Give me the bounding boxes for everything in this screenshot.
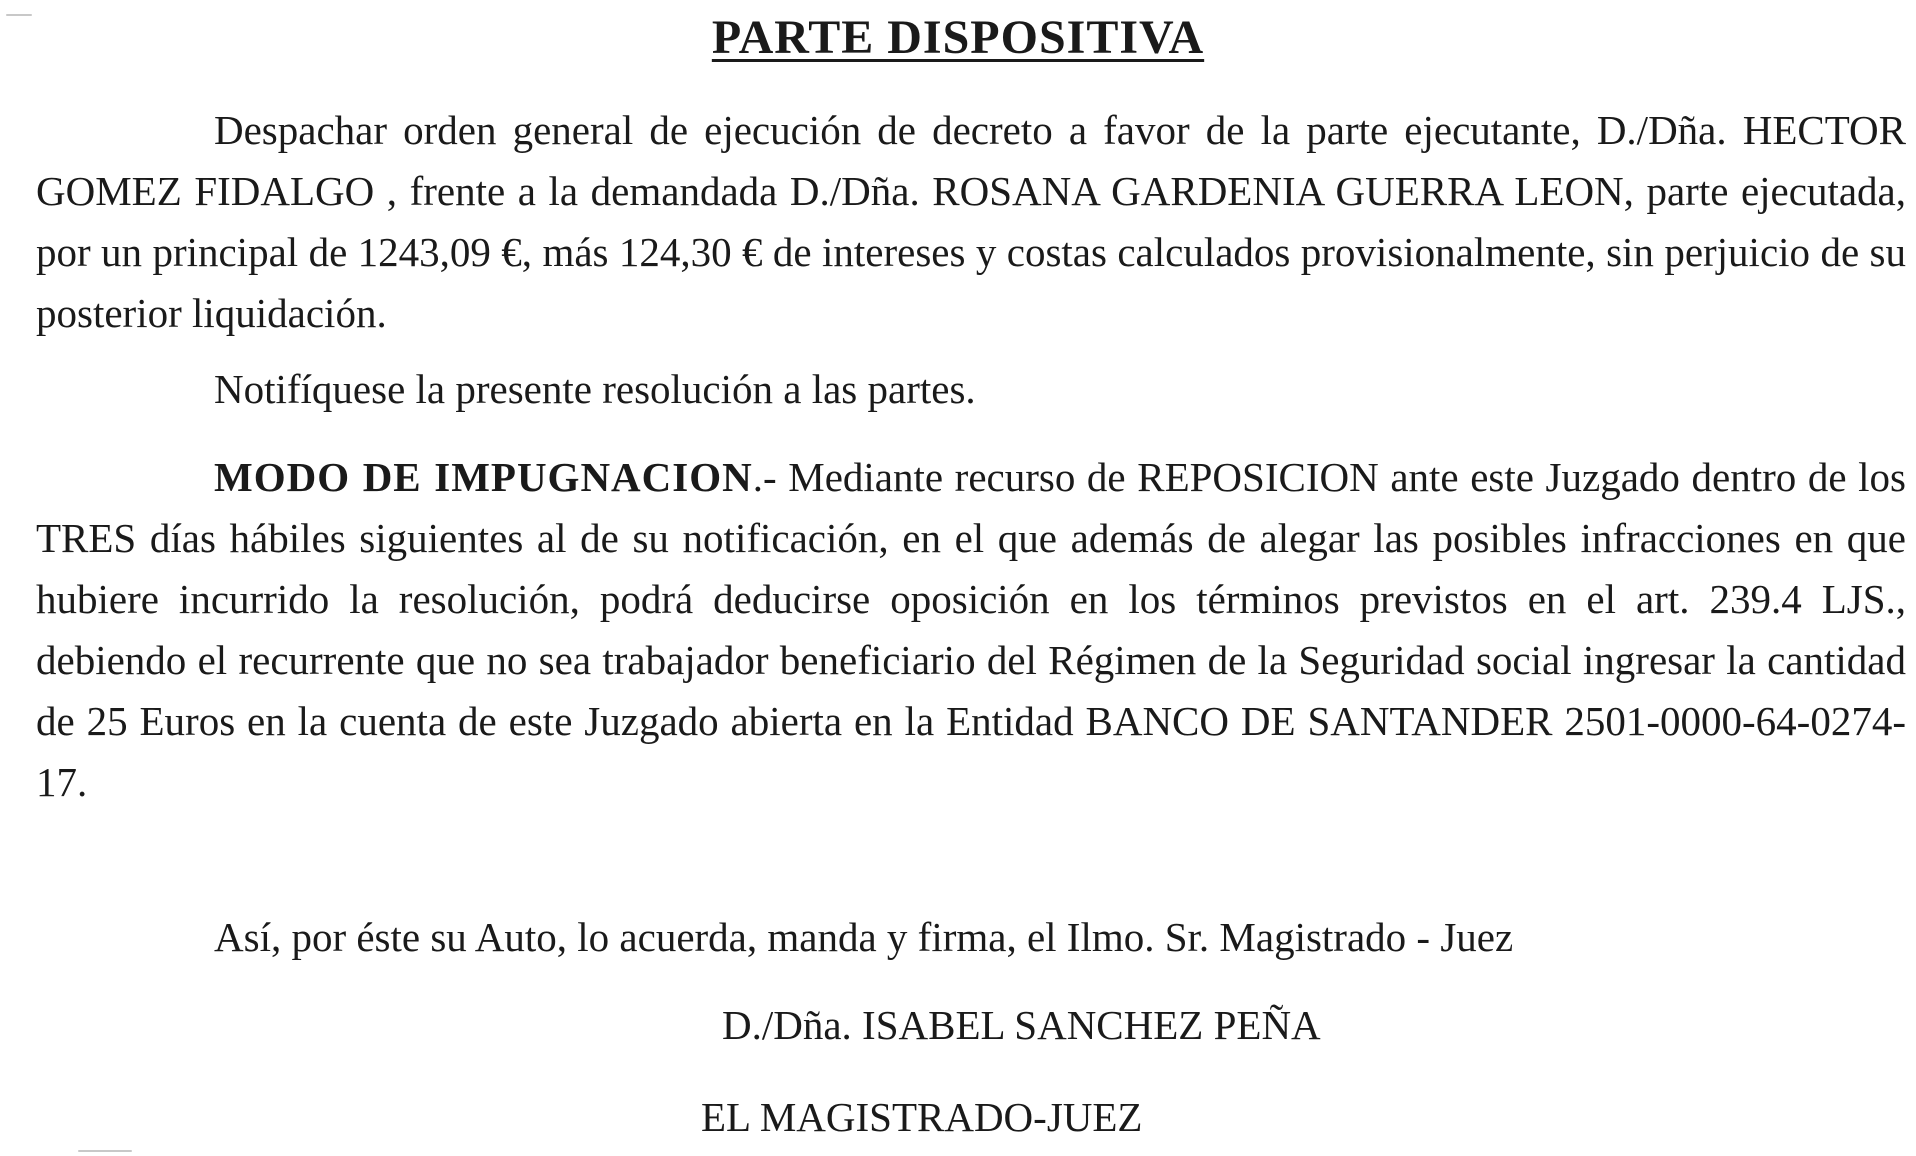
scan-artifact-bottom xyxy=(78,1150,132,1152)
signatory-name: D./Dña. ISABEL SANCHEZ PEÑA xyxy=(722,1002,1321,1048)
impugnacion-heading: MODO DE IMPUGNACION xyxy=(214,454,753,500)
paragraph-modo-impugnacion xyxy=(36,447,1906,813)
paragraph-notificacion: Notifíquese la presente resolución a las partes. xyxy=(214,366,976,412)
closing-formula: Así, por éste su Auto, lo acuerda, manda y firma, el Ilmo. Sr. Magistrado - Juez xyxy=(214,914,1514,960)
impugnacion-body: .- Mediante recurso de REPOSICION ante este Juzgado dentro de los TRES días hábiles siguientes al de su notificación, en el que además de alegar las posibles infracciones en que hubiere incurrido la resolución, podrá deducirse oposición en los términos previstos en el art. 239.4 LJS., debiendo el recurrente que no sea trabajador beneficiario del Régimen de la Seguridad social ingresar la cantidad de 25 Euros en la cuenta de este Juzgado abierta en la Entidad BANCO DE SANTANDER 2501-0000-64-0274-17. xyxy=(36,454,1906,805)
signatory-title: EL MAGISTRADO-JUEZ xyxy=(701,1094,1143,1140)
paragraph-orden-ejecucion: Despachar orden general de ejecución de decreto a favor de la parte ejecutante, D./Dña. HECTOR GOMEZ FIDALGO , frente a la demandada D./Dña. ROSANA GARDENIA GUERRA LEON, parte ejecutada, por un principal de 1243,09 €, más 124,30 € de intereses y costas calculados provisionalmente, sin perjuicio de su posterior liquidación. xyxy=(36,107,1906,336)
document-title: PARTE DISPOSITIVA xyxy=(711,11,1205,64)
